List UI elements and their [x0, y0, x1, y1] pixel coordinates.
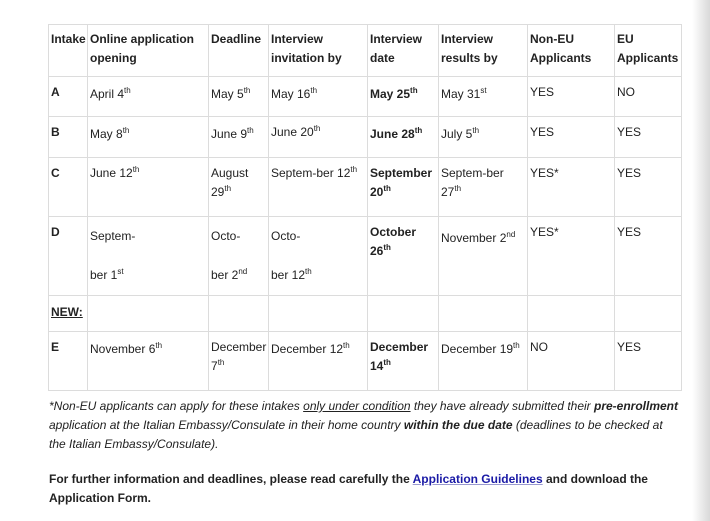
online-opening-cell: June 12th: [88, 158, 209, 217]
deadline-cell: June 9th: [209, 117, 269, 158]
table-header-row: [49, 25, 682, 77]
intake-label: B: [49, 117, 88, 158]
eu-cell: YES: [615, 158, 682, 217]
application-guidelines-link[interactable]: Application Guidelines: [412, 472, 543, 486]
intake-label: C: [49, 158, 88, 217]
interview-date-cell: May 25th: [368, 77, 439, 117]
non-eu-footnote: *Non-EU applicants can apply for these intakes only under condition they have already submitted their pre-enrollment application at the Italian Embassy/Consulate in their home country within the due date (deadlines to be checked at the Italian Embassy/Consulate).: [49, 399, 679, 451]
results-cell: November 2nd: [439, 217, 528, 296]
online-opening-cell: May 8th: [88, 117, 209, 158]
eu-cell: YES: [615, 332, 682, 391]
header-non-eu-applicants: Non-EU Applicants: [528, 25, 615, 77]
interview-date-cell: October 26th: [368, 217, 439, 296]
new-section-label: NEW:: [49, 296, 88, 332]
invitation-cell: Octo- ber 12th: [269, 217, 368, 296]
further-information-text: For further information and deadlines, please read carefully the Application Guidelines and download the Application Form.: [49, 472, 648, 505]
eu-cell: YES: [615, 117, 682, 158]
invitation-cell: December 12th: [269, 332, 368, 391]
page-edge-shadow: [692, 0, 710, 521]
results-cell: December 19th: [439, 332, 528, 391]
results-cell: July 5th: [439, 117, 528, 158]
non-eu-cell: YES: [528, 77, 615, 117]
header-interview-results: Interview results by: [439, 25, 528, 77]
deadline-cell: May 5th: [209, 77, 269, 117]
header-interview-invitation: Interview invitation by: [269, 25, 368, 77]
intake-label: A: [49, 77, 88, 117]
deadline-cell: December 7th: [209, 332, 269, 391]
intake-label: D: [49, 217, 88, 296]
invitation-cell: May 16th: [269, 77, 368, 117]
interview-date-cell: September 20th: [368, 158, 439, 217]
interview-date-cell: June 28th: [368, 117, 439, 158]
header-deadline: Deadline: [209, 25, 269, 77]
online-opening-cell: November 6th: [88, 332, 209, 391]
non-eu-cell: YES*: [528, 158, 615, 217]
table-row-b: [49, 117, 682, 158]
table-row-e: [49, 332, 682, 391]
header-interview-date: Interview date: [368, 25, 439, 77]
deadline-cell: August 29th: [209, 158, 269, 217]
table-row-a: [49, 77, 682, 117]
table-row-new-section: [49, 296, 682, 332]
deadline-cell: Octo- ber 2nd: [209, 217, 269, 296]
results-cell: Septem-ber 27th: [439, 158, 528, 217]
non-eu-cell: NO: [528, 332, 615, 391]
invitation-cell: June 20th: [269, 117, 368, 158]
interview-date-cell: December 14th: [368, 332, 439, 391]
invitation-cell: Septem-ber 12th: [269, 158, 368, 217]
online-opening-cell: April 4th: [88, 77, 209, 117]
eu-cell: YES: [615, 217, 682, 296]
header-online-application-opening: Online application opening: [88, 25, 209, 77]
eu-cell: NO: [615, 77, 682, 117]
non-eu-cell: YES*: [528, 217, 615, 296]
table-row-d: [49, 217, 682, 296]
table-row-c: [49, 158, 682, 217]
header-eu-applicants: EU Applicants: [615, 25, 682, 77]
non-eu-cell: YES: [528, 117, 615, 158]
intake-schedule-table: [48, 24, 682, 391]
results-cell: May 31st: [439, 77, 528, 117]
intake-label: E: [49, 332, 88, 391]
online-opening-cell: Septem- ber 1st: [88, 217, 209, 296]
header-intake: Intake: [49, 25, 88, 77]
